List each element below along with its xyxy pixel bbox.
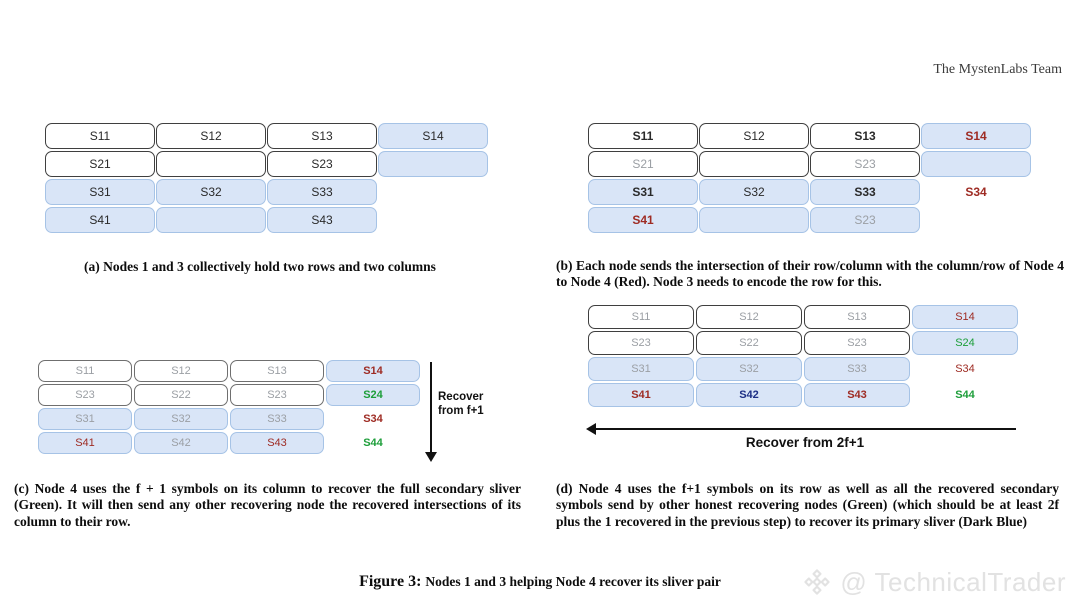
table-cell: S33 bbox=[267, 179, 377, 205]
caption-d: (d) Node 4 uses the f+1 symbols on its row as well as all the recovered secondary symbols send by other honest recovering nodes (Green) (which should be at least 2f plus the 1 recovered in the previous step) to recover its primary sliver (Dark Blue) bbox=[556, 481, 1059, 529]
table-cell: S21 bbox=[45, 151, 155, 177]
recover-f1-label: Recover from f+1 bbox=[438, 391, 484, 417]
table-cell: S12 bbox=[156, 123, 266, 149]
caption-c: (c) Node 4 uses the f + 1 symbols on its column to recover the full secondary sliver (Green). It will then send any other recovering node the recovered intersections of its column to their row. bbox=[14, 481, 521, 529]
table-cell: S24 bbox=[326, 384, 420, 406]
table-cell bbox=[699, 207, 809, 233]
table-cell: S43 bbox=[804, 383, 910, 407]
table-cell bbox=[378, 207, 488, 233]
left-arrow-head-icon bbox=[586, 423, 596, 435]
down-arrow-head-icon bbox=[425, 452, 437, 462]
table-cell: S23 bbox=[38, 384, 132, 406]
table-cell bbox=[156, 151, 266, 177]
table-cell: S22 bbox=[696, 331, 802, 355]
table-cell: S11 bbox=[588, 123, 698, 149]
table-cell: S31 bbox=[45, 179, 155, 205]
table-cell: S12 bbox=[134, 360, 228, 382]
table-cell: S11 bbox=[45, 123, 155, 149]
table-cell: S41 bbox=[45, 207, 155, 233]
table-cell: S31 bbox=[38, 408, 132, 430]
figure-label: Figure 3: bbox=[359, 573, 422, 590]
table-cell: S23 bbox=[230, 384, 324, 406]
table-cell: S23 bbox=[588, 331, 694, 355]
table-d bbox=[588, 305, 1018, 407]
table-cell: S14 bbox=[378, 123, 488, 149]
table-a bbox=[45, 123, 488, 233]
table-cell: S14 bbox=[921, 123, 1031, 149]
table-cell bbox=[378, 151, 488, 177]
table-cell: S11 bbox=[588, 305, 694, 329]
table-cell: S24 bbox=[912, 331, 1018, 355]
table-b bbox=[588, 123, 1031, 233]
table-cell: S13 bbox=[810, 123, 920, 149]
table-cell: S23 bbox=[804, 331, 910, 355]
table-cell: S34 bbox=[965, 185, 987, 199]
table-cell: S13 bbox=[267, 123, 377, 149]
table-cell: S41 bbox=[588, 383, 694, 407]
left-arrow-line bbox=[592, 428, 1016, 430]
down-arrow-line bbox=[430, 362, 432, 452]
table-cell: S42 bbox=[696, 383, 802, 407]
table-cell: S43 bbox=[267, 207, 377, 233]
table-cell: S32 bbox=[156, 179, 266, 205]
table-cell: S32 bbox=[134, 408, 228, 430]
table-cell: S44 bbox=[955, 389, 975, 401]
table-cell: S31 bbox=[588, 357, 694, 381]
table-cell: S23 bbox=[267, 151, 377, 177]
table-cell bbox=[921, 207, 1031, 233]
table-cell: S31 bbox=[588, 179, 698, 205]
team-credit: The MystenLabs Team bbox=[933, 62, 1062, 77]
table-cell: S22 bbox=[134, 384, 228, 406]
figure-caption-text: Nodes 1 and 3 helping Node 4 recover its sliver pair bbox=[425, 574, 721, 589]
watermark-text: @ TechnicalTrader bbox=[840, 566, 1066, 597]
table-cell: S23 bbox=[810, 151, 920, 177]
table-cell bbox=[921, 151, 1031, 177]
table-cell: S32 bbox=[699, 179, 809, 205]
table-cell: S32 bbox=[696, 357, 802, 381]
table-cell: S42 bbox=[134, 432, 228, 454]
table-cell: S13 bbox=[230, 360, 324, 382]
table-cell: S23 bbox=[810, 207, 920, 233]
table-cell: S33 bbox=[804, 357, 910, 381]
caption-b: (b) Each node sends the intersection of their row/column with the column/row of Node 4 to Node 4 (Red). Node 3 needs to encode the row for this. bbox=[556, 258, 1064, 290]
table-cell: S33 bbox=[810, 179, 920, 205]
caption-a: (a) Nodes 1 and 3 collectively hold two rows and two columns bbox=[84, 259, 436, 274]
table-cell: S12 bbox=[699, 123, 809, 149]
table-cell: S43 bbox=[230, 432, 324, 454]
table-c bbox=[38, 360, 420, 454]
table-cell: S21 bbox=[588, 151, 698, 177]
table-cell: S34 bbox=[363, 413, 383, 425]
watermark bbox=[801, 566, 1066, 598]
table-cell: S11 bbox=[38, 360, 132, 382]
table-cell: S33 bbox=[230, 408, 324, 430]
table-cell: S14 bbox=[912, 305, 1018, 329]
table-cell: S12 bbox=[696, 305, 802, 329]
table-cell: S13 bbox=[804, 305, 910, 329]
table-cell: S14 bbox=[326, 360, 420, 382]
table-cell: S34 bbox=[955, 363, 975, 375]
table-cell: S41 bbox=[38, 432, 132, 454]
table-cell: S44 bbox=[363, 437, 383, 449]
table-cell: S41 bbox=[588, 207, 698, 233]
table-cell bbox=[699, 151, 809, 177]
diamond-logo-icon bbox=[801, 566, 833, 598]
table-cell bbox=[378, 179, 488, 205]
table-cell bbox=[156, 207, 266, 233]
recover-2f1-label: Recover from 2f+1 bbox=[745, 435, 865, 450]
